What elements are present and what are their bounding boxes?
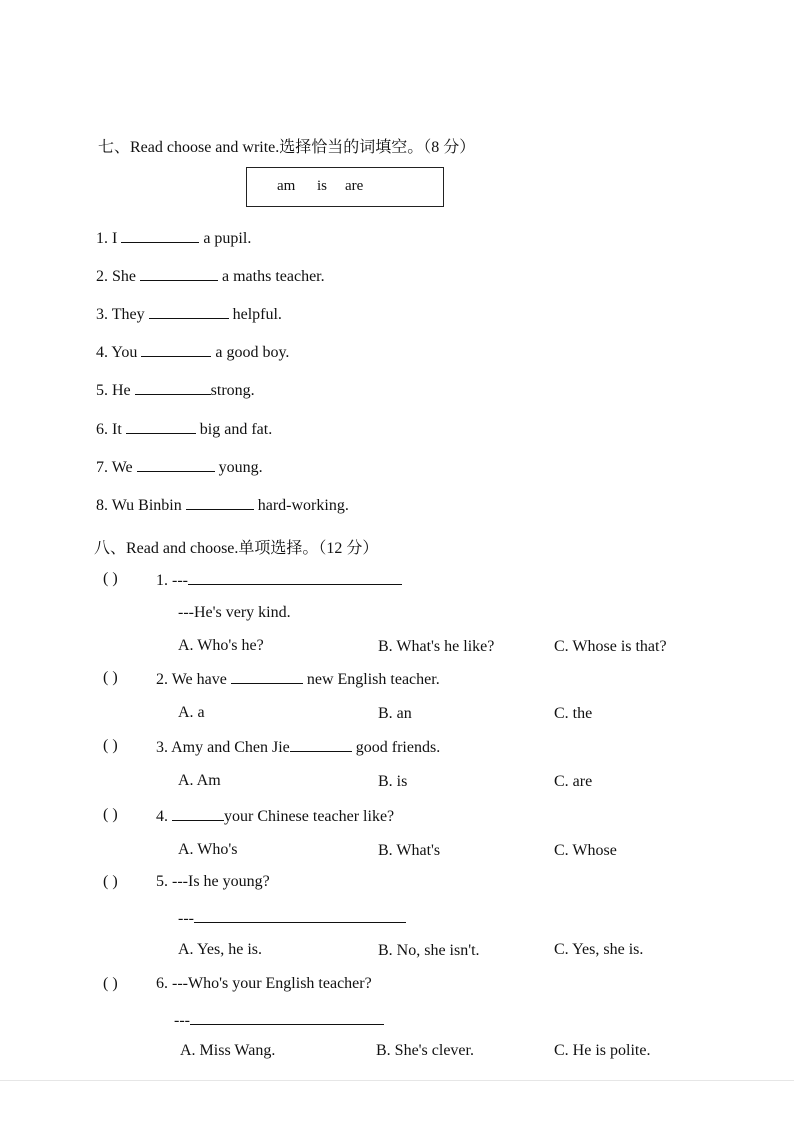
- answer-paren[interactable]: ( ): [103, 806, 118, 823]
- fill-item-suffix: strong.: [210, 382, 255, 399]
- option-a[interactable]: A. a: [178, 704, 205, 721]
- answer-blank[interactable]: [194, 908, 406, 923]
- response-dash: ---: [174, 1012, 190, 1029]
- question-text: your Chinese teacher like?: [224, 808, 395, 825]
- question-1-response: ---He's very kind.: [178, 604, 291, 621]
- question-3: [156, 737, 440, 757]
- question-6-response: [174, 1010, 384, 1030]
- option-b[interactable]: B. What's he like?: [378, 638, 495, 655]
- word-bank-item: are: [345, 178, 364, 194]
- fill-item-suffix: helpful.: [232, 306, 282, 323]
- fill-item-suffix: a maths teacher.: [222, 268, 325, 285]
- question-number: 1. ---: [156, 572, 188, 589]
- fill-item-suffix: a pupil.: [203, 230, 252, 247]
- option-b[interactable]: B. an: [378, 705, 412, 722]
- fill-item-7: [96, 457, 263, 477]
- option-c[interactable]: C. He is polite.: [554, 1042, 651, 1059]
- fill-item-suffix: big and fat.: [199, 421, 273, 438]
- option-a[interactable]: A. Miss Wang.: [180, 1042, 276, 1059]
- option-a[interactable]: A. Yes, he is.: [178, 941, 263, 958]
- question-text: 2. We have: [156, 671, 227, 688]
- fill-item-prefix: 3. They: [96, 306, 145, 323]
- word-bank-box: [246, 167, 444, 207]
- fill-item-6: [96, 419, 272, 439]
- fill-item-suffix: young.: [218, 459, 263, 476]
- word-bank-item: is: [317, 178, 328, 194]
- answer-blank[interactable]: [172, 806, 224, 821]
- answer-blank[interactable]: [140, 266, 218, 281]
- fill-item-suffix: a good boy.: [215, 344, 290, 361]
- answer-paren[interactable]: ( ): [103, 873, 118, 890]
- answer-blank[interactable]: [290, 737, 352, 752]
- question-5: 5. ---Is he young?: [156, 873, 270, 890]
- answer-paren[interactable]: ( ): [103, 669, 118, 686]
- answer-paren[interactable]: ( ): [103, 737, 118, 754]
- answer-blank[interactable]: [149, 304, 229, 319]
- question-1: [156, 570, 402, 590]
- option-c[interactable]: C. Yes, she is.: [554, 941, 644, 958]
- question-5-response: [178, 908, 406, 928]
- option-b[interactable]: B. is: [378, 773, 408, 790]
- question-2: [156, 669, 440, 689]
- answer-blank[interactable]: [188, 570, 402, 585]
- response-dash: ---: [178, 910, 194, 927]
- fill-item-8: [96, 495, 349, 515]
- fill-item-2: [96, 266, 325, 286]
- fill-item-suffix: hard-working.: [257, 497, 349, 514]
- answer-blank[interactable]: [135, 380, 211, 395]
- question-6: 6. ---Who's your English teacher?: [156, 975, 372, 992]
- option-a[interactable]: A. Who's: [178, 841, 238, 858]
- option-c[interactable]: C. the: [554, 705, 593, 722]
- question-number: 4.: [156, 808, 168, 825]
- fill-item-1: [96, 228, 251, 248]
- question-text: new English teacher.: [306, 671, 440, 688]
- answer-blank[interactable]: [121, 228, 199, 243]
- option-c[interactable]: C. Whose is that?: [554, 638, 667, 655]
- question-text: good friends.: [355, 739, 441, 756]
- page-bottom-divider: [0, 1080, 794, 1081]
- fill-item-5: [96, 380, 255, 400]
- option-a[interactable]: A. Who's he?: [178, 637, 264, 654]
- fill-item-prefix: 4. You: [96, 344, 138, 361]
- fill-item-prefix: 8. Wu Binbin: [96, 497, 182, 514]
- option-b[interactable]: B. What's: [378, 842, 441, 859]
- question-4: [156, 806, 394, 826]
- word-bank-item: am: [277, 178, 296, 194]
- answer-blank[interactable]: [137, 457, 215, 472]
- fill-item-prefix: 1. I: [96, 230, 118, 247]
- answer-blank[interactable]: [190, 1010, 384, 1025]
- fill-item-3: [96, 304, 282, 324]
- fill-item-prefix: 7. We: [96, 459, 133, 476]
- fill-item-prefix: 5. He: [96, 382, 131, 399]
- section-8-title: 八、Read and choose.单项选择。（12 分）: [94, 540, 379, 557]
- fill-item-prefix: 2. She: [96, 268, 136, 285]
- option-c[interactable]: C. are: [554, 773, 593, 790]
- fill-item-prefix: 6. It: [96, 421, 122, 438]
- fill-item-4: [96, 342, 289, 362]
- answer-paren[interactable]: ( ): [103, 570, 118, 587]
- option-b[interactable]: B. No, she isn't.: [378, 942, 480, 959]
- option-c[interactable]: C. Whose: [554, 842, 617, 859]
- section-7-title: 七、Read choose and write.选择恰当的词填空。（8 分）: [98, 139, 476, 156]
- answer-blank[interactable]: [126, 419, 196, 434]
- answer-blank[interactable]: [141, 342, 211, 357]
- option-b[interactable]: B. She's clever.: [376, 1042, 474, 1059]
- answer-blank[interactable]: [231, 669, 303, 684]
- answer-blank[interactable]: [186, 495, 254, 510]
- question-text: 3. Amy and Chen Jie: [156, 739, 290, 756]
- option-a[interactable]: A. Am: [178, 772, 221, 789]
- answer-paren[interactable]: ( ): [103, 975, 118, 992]
